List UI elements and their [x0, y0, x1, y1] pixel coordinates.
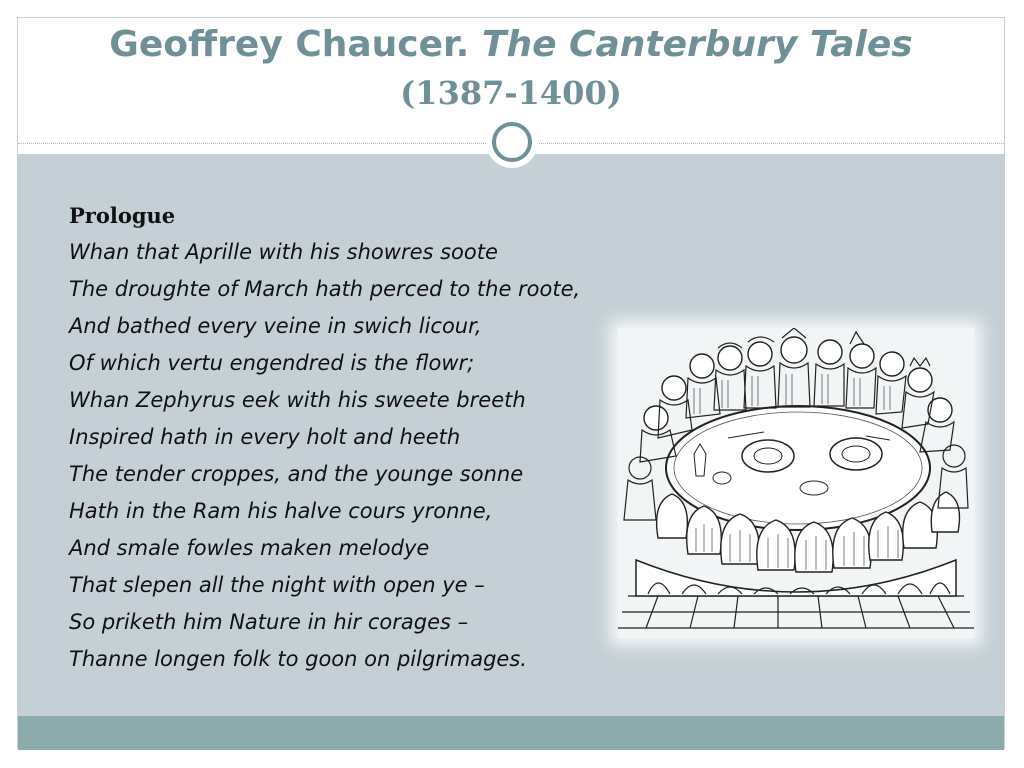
poem-line: Whan that Aprille with his showres soote [69, 240, 498, 264]
circle-ornament-icon [486, 116, 538, 168]
title-work: The Canterbury Tales [481, 24, 913, 65]
poem-line: That slepen all the night with open ye – [69, 573, 485, 597]
poem-line: Whan Zephyrus eek with his sweete breeth [69, 388, 526, 412]
poem-line: And smale fowles maken melodye [69, 536, 430, 560]
poem-line: Of which vertu engendred is the flowr; [69, 351, 475, 375]
woodcut-pilgrims-round-table-icon [618, 328, 974, 638]
poem-line: The droughte of March hath perced to the roote, [69, 277, 581, 301]
poem-line: So priketh him Nature in hir corages – [69, 610, 469, 634]
slide-title [17, 22, 1005, 114]
poem-heading: Prologue [69, 203, 176, 228]
footer-band [18, 716, 1004, 750]
poem-line: Hath in the Ram his halve cours yronne, [69, 499, 493, 523]
poem-block [69, 200, 629, 678]
poem-line: The tender croppes, and the younge sonne [69, 462, 524, 486]
poem-line: And bathed every veine in swich licour, [69, 314, 482, 338]
title-author: Geoffrey Chaucer. [109, 24, 470, 65]
title-line-1 [17, 22, 1005, 68]
poem-line: Thanne longen folk to goon on pilgrimages. [69, 647, 527, 671]
poem-line: Inspired hath in every holt and heeth [69, 425, 461, 449]
title-years: (1387-1400) [400, 74, 622, 112]
